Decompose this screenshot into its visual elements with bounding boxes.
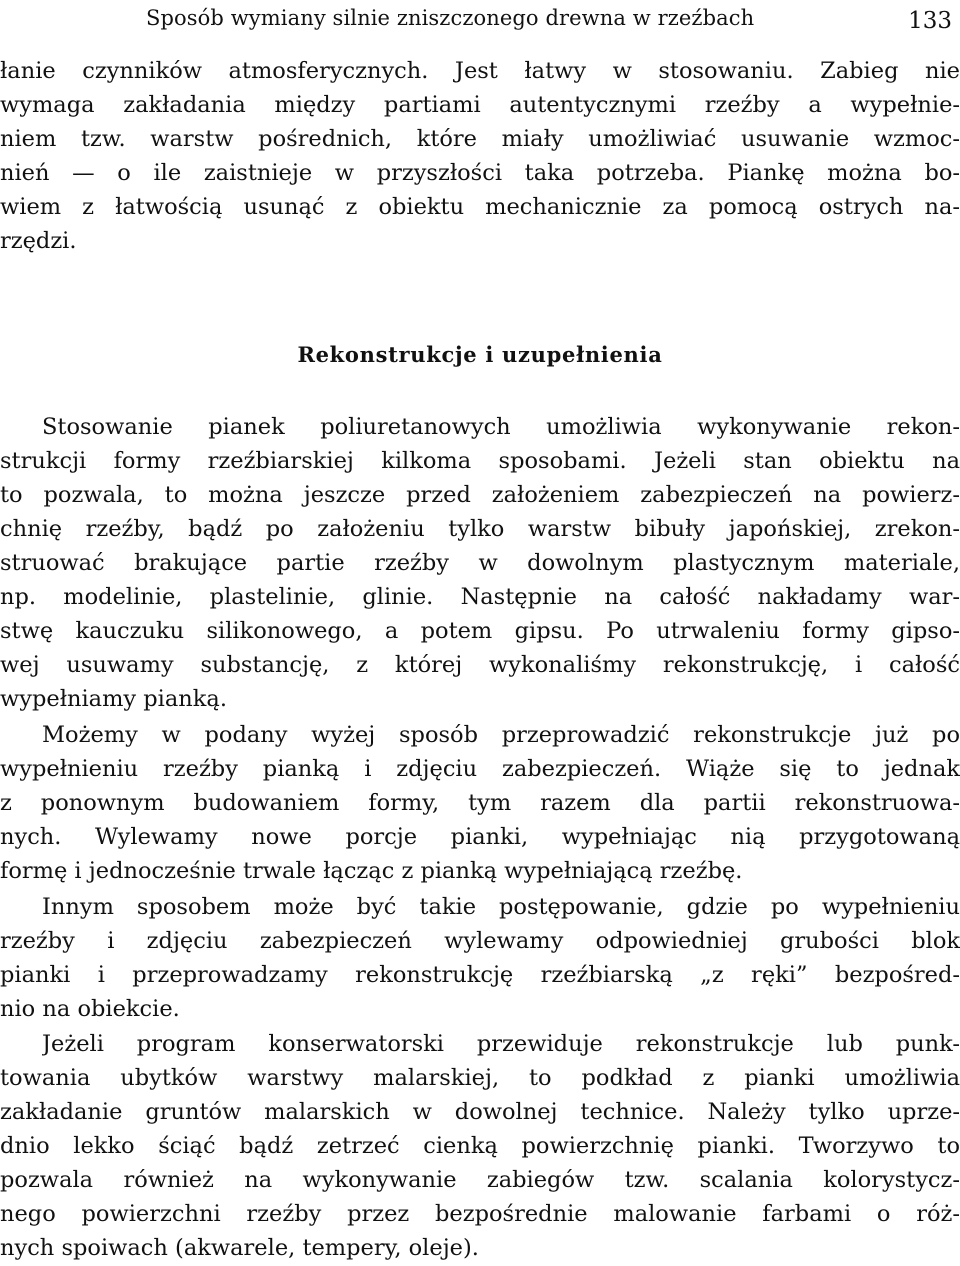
text-line: wiem z łatwością usunąć z obiektu mechanicznie za pomocą ostrych na- [0, 194, 960, 220]
text-line: Innym sposobem może być takie postępowanie, gdzie po wypełnieniu [42, 894, 960, 920]
text-line: Stosowanie pianek poliuretanowych umożliwia wykonywanie rekon- [42, 414, 960, 440]
running-title: Sposób wymiany silnie zniszczonego drewna w rzeźbach [146, 6, 755, 30]
text-line: Możemy w podany wyżej sposób przeprowadzić rekonstrukcje już po [42, 722, 960, 748]
running-header [0, 6, 960, 40]
page-number: 133 [908, 8, 952, 34]
text-line: struować brakujące partie rzeźby w dowolnym plastycznym materiale, [0, 550, 960, 576]
text-line: łanie czynników atmosferycznych. Jest łatwy w stosowaniu. Zabieg nie [0, 58, 960, 84]
text-line: strukcji formy rzeźbiarskiej kilkoma sposobami. Jeżeli stan obiektu na [0, 448, 960, 474]
text-line: towania ubytków warstwy malarskiej, to podkład z pianki umożliwia [0, 1065, 960, 1091]
text-line: zakładanie gruntów malarskich w dowolnej technice. Należy tylko uprze- [0, 1099, 960, 1125]
text-line: niem tzw. warstw pośrednich, które miały umożliwiać usuwanie wzmoc- [0, 126, 960, 152]
section-heading: Rekonstrukcje i uzupełnienia [297, 342, 663, 367]
text-line: wypełniamy pianką. [0, 686, 227, 712]
text-line: rzeźby i zdjęciu zabezpieczeń wylewamy odpowiedniej grubości blok [0, 928, 960, 954]
text-line: wypełnieniu rzeźby pianką i zdjęciu zabezpieczeń. Wiąże się to jednak [0, 756, 960, 782]
text-line: formę i jednocześnie trwale łącząc z pianką wypełniającą rzeźbę. [0, 858, 743, 884]
text-line: nio na obiekcie. [0, 996, 180, 1022]
text-line: pozwala również na wykonywanie zabiegów tzw. scalania kolorystycz- [0, 1167, 960, 1193]
text-line: wymaga zakładania między partiami autentycznymi rzeźby a wypełnie- [0, 92, 960, 118]
text-line: nego powierzchni rzeźby przez bezpośrednie malowanie farbami o róż- [0, 1201, 960, 1227]
text-line: chnię rzeźby, bądź po założeniu tylko warstw bibuły japońskiej, zrekon- [0, 516, 960, 542]
text-line: wej usuwamy substancję, z której wykonaliśmy rekonstrukcję, i całość [0, 652, 960, 678]
text-line: dnio lekko ściąć bądź zetrzeć cienką powierzchnię pianki. Tworzywo to [0, 1133, 960, 1159]
text-line: np. modelinie, plastelinie, glinie. Następnie na całość nakładamy war- [0, 584, 960, 610]
text-line: nych. Wylewamy nowe porcje pianki, wypełniając nią przygotowaną [0, 824, 960, 850]
text-line: stwę kauczuku silikonowego, a potem gipsu. Po utrwaleniu formy gipso- [0, 618, 960, 644]
text-line: nych spoiwach (akwarele, tempery, oleje). [0, 1235, 479, 1261]
text-line: rzędzi. [0, 228, 77, 254]
text-line: Jeżeli program konserwatorski przewiduje rekonstrukcje lub punk- [42, 1031, 960, 1057]
text-line: to pozwala, to można jeszcze przed założeniem zabezpieczeń na powierz- [0, 482, 960, 508]
text-line: z ponownym budowaniem formy, tym razem dla partii rekonstruowa- [0, 790, 960, 816]
text-line: pianki i przeprowadzamy rekonstrukcję rzeźbiarską „z ręki” bezpośred- [0, 962, 960, 988]
text-line: nień — o ile zaistnieje w przyszłości taka potrzeba. Piankę można bo- [0, 160, 960, 186]
